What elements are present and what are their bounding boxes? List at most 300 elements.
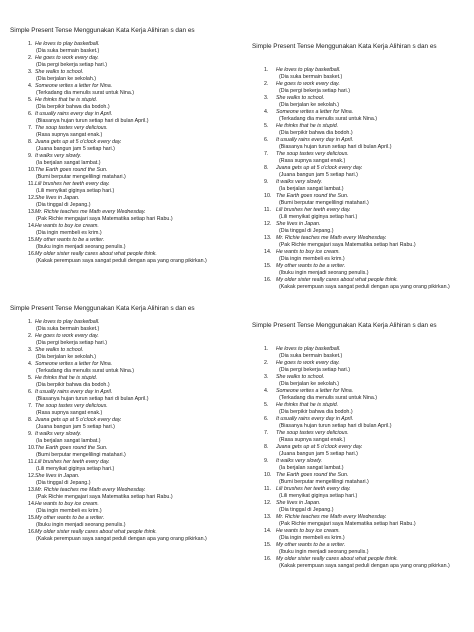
english-sentence <box>252 207 474 214</box>
english-sentence <box>10 515 232 522</box>
sentence-item <box>252 444 474 458</box>
sentence-item <box>252 235 474 249</box>
item-number: 3. <box>264 95 269 101</box>
sentence-item <box>10 347 232 361</box>
english-sentence <box>10 431 232 438</box>
english-sentence <box>10 69 232 76</box>
sentence-item <box>252 360 474 374</box>
english-sentence <box>10 195 232 202</box>
sentence-item <box>10 529 232 543</box>
english-sentence <box>10 473 232 480</box>
item-number: 7. <box>28 125 33 131</box>
item-number: 15. <box>28 515 36 521</box>
english-sentence <box>10 167 232 174</box>
item-number: 7. <box>28 403 33 409</box>
indonesian-translation: (Dia berpikir bahwa dia bodoh.) <box>36 382 110 388</box>
sentence-item <box>10 69 232 83</box>
english-sentence <box>252 193 474 200</box>
worksheet-title: Simple Present Tense Menggunakan Kata Kerja Alihiran s dan es <box>252 322 437 329</box>
english-sentence <box>252 388 474 395</box>
english-sentence <box>252 472 474 479</box>
indonesian-translation: (Kakak perempuan saya sangat peduli dengan apa yang orang pikirkan.) <box>36 536 207 542</box>
indonesian-translation: (Dia ingin membeli es krim.) <box>279 256 345 262</box>
english-text: The Earth goes round the Sun. <box>35 167 108 173</box>
sentence-item <box>252 109 474 123</box>
indonesian-translation: (Pak Richie mengajari saya Matematika setiap hari Rabu.) <box>36 494 173 500</box>
item-number: 7. <box>264 151 269 157</box>
english-sentence <box>10 529 232 536</box>
sentence-item <box>252 249 474 263</box>
sentence-item <box>10 181 232 195</box>
item-number: 14. <box>264 528 272 534</box>
indonesian-translation: (Biasanya hujan turun setiap hari di bulan April.) <box>36 396 149 402</box>
indonesian-translation: (Lili menyikat giginya setiap hari.) <box>36 466 115 472</box>
english-text: Lili brushes her teeth every day. <box>276 486 351 492</box>
sentence-item <box>252 165 474 179</box>
sentence-item <box>10 223 232 237</box>
item-number: 6. <box>264 416 269 422</box>
sentence-item <box>252 151 474 165</box>
english-sentence <box>252 346 474 353</box>
item-number: 15. <box>28 237 36 243</box>
sentence-item <box>10 237 232 251</box>
sentence-item <box>10 389 232 403</box>
item-number: 14. <box>264 249 272 255</box>
indonesian-translation: (Dia tinggal di Jepang.) <box>36 480 91 486</box>
english-sentence <box>10 83 232 90</box>
english-sentence <box>252 151 474 158</box>
english-sentence <box>252 444 474 451</box>
item-number: 8. <box>264 444 269 450</box>
sentence-item <box>10 319 232 333</box>
item-number: 8. <box>264 165 269 171</box>
english-sentence <box>252 486 474 493</box>
english-text: The Earth goes round the Sun. <box>35 445 108 451</box>
sentence-item <box>252 430 474 444</box>
indonesian-translation: (Bumi berputar mengelilingi matahari.) <box>279 479 369 485</box>
indonesian-translation: (Dia pergi bekerja setiap hari.) <box>36 340 107 346</box>
indonesian-translation: (Dia ingin membeli es krim.) <box>36 508 102 514</box>
indonesian-translation: (Dia tinggal di Jepang.) <box>36 202 91 208</box>
english-sentence <box>252 430 474 437</box>
item-number: 8. <box>28 417 33 423</box>
sentence-item <box>10 153 232 167</box>
indonesian-translation: (Ia berjalan sangat lambat.) <box>36 160 101 166</box>
sentence-item <box>252 346 474 360</box>
english-sentence <box>10 347 232 354</box>
english-sentence <box>10 445 232 452</box>
worksheet-top-right <box>252 43 474 291</box>
english-sentence <box>252 542 474 549</box>
english-text: He loves to play basketball. <box>276 346 341 352</box>
english-text: He thinks that he is stupid. <box>35 97 98 103</box>
item-number: 10. <box>28 167 36 173</box>
english-sentence <box>252 458 474 465</box>
indonesian-translation: (Lili menyikat giginya setiap hari.) <box>36 188 115 194</box>
item-number: 9. <box>28 153 33 159</box>
sentence-list <box>252 346 474 570</box>
indonesian-translation: (Terkadang dia menulis surat untuk Nina.) <box>279 116 378 122</box>
english-text: Mr. Richie teaches me Math every Wednesday. <box>276 514 387 520</box>
indonesian-translation: (Juana bangun jam 5 setiap hari.) <box>36 424 115 430</box>
english-sentence <box>10 97 232 104</box>
sentence-item <box>10 195 232 209</box>
item-number: 3. <box>264 374 269 380</box>
english-sentence <box>10 375 232 382</box>
worksheet-title: Simple Present Tense Menggunakan Kata Kerja Alihiran s dan es <box>10 305 195 312</box>
english-sentence <box>10 501 232 508</box>
english-sentence <box>252 67 474 74</box>
item-number: 2. <box>264 81 269 87</box>
english-sentence <box>10 403 232 410</box>
item-number: 12. <box>264 500 272 506</box>
english-text: He wants to buy ice cream. <box>35 501 99 507</box>
english-sentence <box>252 235 474 242</box>
item-number: 1. <box>264 67 269 73</box>
item-number: 1. <box>28 319 33 325</box>
worksheet-bottom-left <box>10 305 232 543</box>
item-number: 10. <box>264 472 272 478</box>
english-text: It walks very slowly. <box>276 458 323 464</box>
english-sentence <box>10 333 232 340</box>
english-text: He thinks that he is stupid. <box>276 402 339 408</box>
sentence-item <box>252 472 474 486</box>
indonesian-translation: (Dia suka bermain basket.) <box>36 48 100 54</box>
indonesian-translation: (Dia pergi bekerja setiap hari.) <box>36 62 107 68</box>
indonesian-translation: (Ibuku ingin menjadi seorang penulis.) <box>36 244 126 250</box>
sentence-item <box>252 458 474 472</box>
english-sentence <box>10 125 232 132</box>
indonesian-translation: (Dia tinggal di Jepang.) <box>279 507 334 513</box>
indonesian-translation: (Terkadang dia menulis surat untuk Nina.) <box>36 90 135 96</box>
english-text: He goes to work every day. <box>276 360 340 366</box>
english-sentence <box>10 153 232 160</box>
indonesian-translation: (Biasanya hujan turun setiap hari di bulan April.) <box>279 144 392 150</box>
english-sentence <box>10 459 232 466</box>
english-text: My other wants to be a writer. <box>35 515 105 521</box>
sentence-item <box>252 221 474 235</box>
item-number: 5. <box>28 375 33 381</box>
sentence-item <box>252 500 474 514</box>
english-text: He goes to work every day. <box>35 55 99 61</box>
item-number: 12. <box>28 473 36 479</box>
indonesian-translation: (Lili menyikat giginya setiap hari.) <box>279 214 358 220</box>
indonesian-translation: (Dia berjalan ke sekolah.) <box>279 381 340 387</box>
english-text: It usually rains every day in April. <box>35 111 113 117</box>
item-number: 5. <box>264 123 269 129</box>
english-sentence <box>252 95 474 102</box>
english-sentence <box>252 514 474 521</box>
english-text: Juana gets up at 5 o'clock every day. <box>276 165 363 171</box>
sentence-item <box>10 125 232 139</box>
indonesian-translation: (Pak Richie mengajari saya Matematika setiap hari Rabu.) <box>36 216 173 222</box>
english-sentence <box>10 487 232 494</box>
english-text: Mr. Richie teaches me Math every Wednesday. <box>35 487 146 493</box>
indonesian-translation: (Biasanya hujan turun setiap hari di bulan April.) <box>36 118 149 124</box>
english-text: Lili brushes her teeth every day. <box>276 207 351 213</box>
indonesian-translation: (Rasa supnya sangat enak.) <box>36 410 103 416</box>
english-text: Juana gets up at 5 o'clock every day. <box>276 444 363 450</box>
indonesian-translation: (Kakak perempuan saya sangat peduli dengan apa yang orang pikirkan.) <box>279 284 450 290</box>
english-sentence <box>10 361 232 368</box>
english-text: My other wants to be a writer. <box>276 542 346 548</box>
indonesian-translation: (Dia pergi bekerja setiap hari.) <box>279 367 350 373</box>
english-sentence <box>252 137 474 144</box>
indonesian-translation: (Dia suka bermain basket.) <box>279 353 343 359</box>
english-text: She lives in Japan. <box>276 221 321 227</box>
english-sentence <box>10 223 232 230</box>
sentence-item <box>252 137 474 151</box>
item-number: 11. <box>264 207 271 213</box>
english-sentence <box>10 209 232 216</box>
item-number: 4. <box>28 83 33 89</box>
sentence-item <box>252 388 474 402</box>
english-text: He wants to buy ice cream. <box>35 223 99 229</box>
item-number: 16. <box>28 529 36 535</box>
english-text: It walks very slowly. <box>35 431 82 437</box>
sentence-item <box>10 375 232 389</box>
english-sentence <box>252 109 474 116</box>
english-text: The Earth goes round the Sun. <box>276 472 349 478</box>
english-sentence <box>252 123 474 130</box>
sentence-item <box>10 97 232 111</box>
item-number: 4. <box>264 109 269 115</box>
english-sentence <box>252 416 474 423</box>
indonesian-translation: (Bumi berputar mengelilingi matahari.) <box>36 174 126 180</box>
item-number: 10. <box>264 193 272 199</box>
indonesian-translation: (Ibuku ingin menjadi seorang penulis.) <box>36 522 126 528</box>
english-sentence <box>10 319 232 326</box>
sentence-item <box>252 556 474 570</box>
item-number: 6. <box>28 389 33 395</box>
item-number: 16. <box>264 277 272 283</box>
indonesian-translation: (Dia ingin membeli es krim.) <box>279 535 345 541</box>
sentence-item <box>10 333 232 347</box>
english-text: My older sister really cares about what people think. <box>35 529 157 535</box>
item-number: 11. <box>28 459 35 465</box>
english-text: It usually rains every day in April. <box>276 416 354 422</box>
english-text: Mr. Richie teaches me Math every Wednesday. <box>35 209 146 215</box>
indonesian-translation: (Dia berpikir bahwa dia bodoh.) <box>279 409 353 415</box>
sentence-item <box>252 402 474 416</box>
english-text: Juana gets up at 5 o'clock every day. <box>35 139 122 145</box>
english-sentence <box>10 55 232 62</box>
english-text: It usually rains every day in April. <box>276 137 354 143</box>
worksheet-bottom-right <box>252 322 474 570</box>
worksheet-top-left <box>10 27 232 265</box>
english-text: He wants to buy ice cream. <box>276 249 340 255</box>
item-number: 13. <box>264 514 272 520</box>
sentence-item <box>10 445 232 459</box>
english-text: Lili brushes her teeth every day. <box>35 459 110 465</box>
sentence-item <box>10 167 232 181</box>
english-sentence <box>10 251 232 258</box>
sentence-item <box>252 95 474 109</box>
item-number: 6. <box>28 111 33 117</box>
sentence-item <box>252 207 474 221</box>
sentence-list <box>252 67 474 291</box>
english-sentence <box>252 263 474 270</box>
english-sentence <box>252 81 474 88</box>
english-text: My older sister really cares about what people think. <box>276 277 398 283</box>
english-text: It usually rains every day in April. <box>35 389 113 395</box>
item-number: 16. <box>28 251 36 257</box>
english-text: She lives in Japan. <box>35 195 80 201</box>
indonesian-translation: (Pak Richie mengajari saya Matematika setiap hari Rabu.) <box>279 521 416 527</box>
indonesian-translation: (Dia berjalan ke sekolah.) <box>36 354 97 360</box>
item-number: 9. <box>264 179 269 185</box>
english-sentence <box>10 389 232 396</box>
english-sentence <box>252 500 474 507</box>
indonesian-translation: (Ia berjalan sangat lambat.) <box>279 186 344 192</box>
item-number: 2. <box>264 360 269 366</box>
english-text: My other wants to be a writer. <box>276 263 346 269</box>
sentence-item <box>252 528 474 542</box>
english-sentence <box>252 221 474 228</box>
english-text: Someone writes a letter for Nina. <box>276 109 354 115</box>
sentence-item <box>252 486 474 500</box>
indonesian-translation: (Kakak perempuan saya sangat peduli dengan apa yang orang pikirkan.) <box>279 563 450 569</box>
english-text: It walks very slowly. <box>276 179 323 185</box>
item-number: 3. <box>28 69 33 75</box>
english-text: She walks to school. <box>35 347 84 353</box>
indonesian-translation: (Dia suka bermain basket.) <box>279 74 343 80</box>
item-number: 11. <box>28 181 35 187</box>
sentence-list <box>10 319 232 543</box>
item-number: 11. <box>264 486 271 492</box>
indonesian-translation: (Dia pergi bekerja setiap hari.) <box>279 88 350 94</box>
item-number: 3. <box>28 347 33 353</box>
indonesian-translation: (Dia suka bermain basket.) <box>36 326 100 332</box>
english-sentence <box>252 528 474 535</box>
indonesian-translation: (Lili menyikat giginya setiap hari.) <box>279 493 358 499</box>
indonesian-translation: (Kakak perempuan saya sangat peduli dengan apa yang orang pikirkan.) <box>36 258 207 264</box>
english-sentence <box>252 402 474 409</box>
english-sentence <box>10 237 232 244</box>
item-number: 1. <box>28 41 33 47</box>
item-number: 10. <box>28 445 36 451</box>
item-number: 12. <box>264 221 272 227</box>
english-text: He loves to play basketball. <box>35 319 100 325</box>
item-number: 15. <box>264 542 272 548</box>
english-text: The soup tastes very delicious. <box>35 125 108 131</box>
indonesian-translation: (Dia berpikir bahwa dia bodoh.) <box>36 104 110 110</box>
indonesian-translation: (Bumi berputar mengelilingi matahari.) <box>36 452 126 458</box>
english-text: My other wants to be a writer. <box>35 237 105 243</box>
sentence-item <box>10 459 232 473</box>
sentence-item <box>10 41 232 55</box>
english-text: She walks to school. <box>35 69 84 75</box>
english-sentence <box>252 556 474 563</box>
english-text: The soup tastes very delicious. <box>276 430 349 436</box>
english-text: She lives in Japan. <box>276 500 321 506</box>
item-number: 7. <box>264 430 269 436</box>
sentence-item <box>252 193 474 207</box>
sentence-item <box>10 515 232 529</box>
sentence-item <box>252 81 474 95</box>
english-text: My older sister really cares about what people think. <box>276 556 398 562</box>
item-number: 6. <box>264 137 269 143</box>
english-text: Juana gets up at 5 o'clock every day. <box>35 417 122 423</box>
sentence-item <box>252 277 474 291</box>
english-text: He goes to work every day. <box>35 333 99 339</box>
sentence-item <box>252 179 474 193</box>
indonesian-translation: (Rasa supnya sangat enak.) <box>36 132 103 138</box>
english-sentence <box>10 139 232 146</box>
english-text: He wants to buy ice cream. <box>276 528 340 534</box>
indonesian-translation: (Terkadang dia menulis surat untuk Nina.) <box>36 368 135 374</box>
worksheet-title: Simple Present Tense Menggunakan Kata Kerja Alihiran s dan es <box>252 43 437 50</box>
indonesian-translation: (Dia berjalan ke sekolah.) <box>279 102 340 108</box>
indonesian-translation: (Juana bangun jam 5 setiap hari.) <box>279 172 358 178</box>
english-sentence <box>252 179 474 186</box>
english-sentence <box>252 249 474 256</box>
sentence-item <box>252 123 474 137</box>
sentence-item <box>10 361 232 375</box>
english-text: He goes to work every day. <box>276 81 340 87</box>
sentence-item <box>10 55 232 69</box>
english-text: Someone writes a letter for Nina. <box>276 388 354 394</box>
item-number: 5. <box>28 97 33 103</box>
item-number: 2. <box>28 333 33 339</box>
english-text: It walks very slowly. <box>35 153 82 159</box>
sentence-item <box>252 374 474 388</box>
english-sentence <box>10 41 232 48</box>
sentence-item <box>252 514 474 528</box>
english-sentence <box>252 360 474 367</box>
sentence-item <box>10 487 232 501</box>
sentence-item <box>252 416 474 430</box>
english-text: Lili brushes her teeth every day. <box>35 181 110 187</box>
english-text: The soup tastes very delicious. <box>35 403 108 409</box>
indonesian-translation: (Dia berpikir bahwa dia bodoh.) <box>279 130 353 136</box>
item-number: 13. <box>28 487 36 493</box>
item-number: 16. <box>264 556 272 562</box>
english-text: He thinks that he is stupid. <box>35 375 98 381</box>
english-text: My older sister really cares about what people think. <box>35 251 157 257</box>
indonesian-translation: (Juana bangun jam 5 setiap hari.) <box>279 451 358 457</box>
english-text: She walks to school. <box>276 374 325 380</box>
indonesian-translation: (Rasa supnya sangat enak.) <box>279 158 346 164</box>
sentence-item <box>10 139 232 153</box>
sentence-item <box>10 417 232 431</box>
sentence-item <box>10 431 232 445</box>
indonesian-translation: (Bumi berputar mengelilingi matahari.) <box>279 200 369 206</box>
english-text: Mr. Richie teaches me Math every Wednesday. <box>276 235 387 241</box>
indonesian-translation: (Terkadang dia menulis surat untuk Nina.) <box>279 395 378 401</box>
item-number: 5. <box>264 402 269 408</box>
sentence-item <box>10 83 232 97</box>
sentence-item <box>252 263 474 277</box>
item-number: 9. <box>28 431 33 437</box>
indonesian-translation: (Biasanya hujan turun setiap hari di bulan April.) <box>279 423 392 429</box>
item-number: 8. <box>28 139 33 145</box>
indonesian-translation: (Dia tinggal di Jepang.) <box>279 228 334 234</box>
indonesian-translation: (Pak Richie mengajari saya Matematika setiap hari Rabu.) <box>279 242 416 248</box>
item-number: 15. <box>264 263 272 269</box>
item-number: 14. <box>28 501 36 507</box>
indonesian-translation: (Rasa supnya sangat enak.) <box>279 437 346 443</box>
worksheet-title: Simple Present Tense Menggunakan Kata Kerja Alihiran s dan es <box>10 27 195 34</box>
english-text: She walks to school. <box>276 95 325 101</box>
indonesian-translation: (Ia berjalan sangat lambat.) <box>279 465 344 471</box>
indonesian-translation: (Ibuku ingin menjadi seorang penulis.) <box>279 270 369 276</box>
indonesian-translation: (Dia berjalan ke sekolah.) <box>36 76 97 82</box>
item-number: 9. <box>264 458 269 464</box>
sentence-item <box>10 251 232 265</box>
sentence-item <box>10 473 232 487</box>
item-number: 4. <box>264 388 269 394</box>
